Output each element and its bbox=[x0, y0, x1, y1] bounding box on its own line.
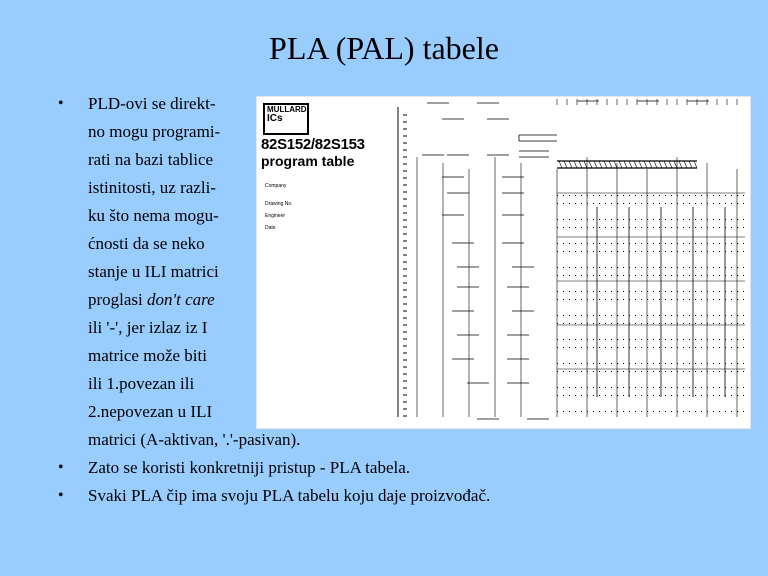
logo-line-1: MULLARD bbox=[267, 105, 307, 114]
chip-name: 82S152/82S153 bbox=[261, 136, 365, 153]
field-engineer: Engineer bbox=[265, 213, 286, 219]
bullet-1-line-8-text: proglasi bbox=[88, 290, 148, 309]
program-table-label: program table bbox=[261, 153, 355, 169]
field-company: Company bbox=[265, 183, 287, 189]
bullet-1-line-12: 2.nepovezan u ILI bbox=[88, 402, 213, 421]
dont-care-term: don't care bbox=[147, 290, 215, 309]
mullard-logo bbox=[263, 103, 309, 135]
bullet-3-line-1: Svaki PLA čip ima svoju PLA tabelu koju daje proizvođač. bbox=[88, 486, 491, 505]
field-date: Date bbox=[265, 225, 276, 231]
bullet-1-line-13: matrici (A-aktivan, '.'-pasivan). bbox=[88, 430, 301, 449]
field-drawing-no: Drawing No. bbox=[265, 201, 293, 207]
bullet-marker-2: • bbox=[58, 459, 64, 476]
bullet-1-line-3: rati na bazi tablice bbox=[88, 150, 214, 169]
bullet-1-line-8 bbox=[88, 286, 215, 314]
bullet-1-line-5: ku što nema mogu- bbox=[88, 206, 219, 225]
bullet-1-line-4: istinitosti, uz razli- bbox=[88, 178, 216, 197]
bullet-marker-3: • bbox=[58, 487, 64, 504]
pla-program-table-image bbox=[256, 96, 751, 429]
logo-line-2: ICs bbox=[267, 113, 283, 124]
bullet-1-line-6: ćnosti da se neko bbox=[88, 234, 205, 253]
bullet-1-line-10: matrice može biti bbox=[88, 346, 207, 365]
bullet-2-line-1: Zato se koristi konkretniji pristup - PLA tabela. bbox=[88, 458, 411, 477]
bullet-1-line-9: ili '-', jer izlaz iz I bbox=[88, 318, 208, 337]
bullet-1-line-11: ili 1.povezan ili bbox=[88, 374, 195, 393]
bullet-1-line-2: no mogu programi- bbox=[88, 122, 221, 141]
bullet-1-line-1: PLD-ovi se direkt- bbox=[88, 94, 216, 113]
bullet-1-line-7: stanje u ILI matrici bbox=[88, 262, 219, 281]
bullet-marker-1: • bbox=[58, 95, 64, 112]
slide-title: PLA (PAL) tabele bbox=[269, 30, 499, 66]
